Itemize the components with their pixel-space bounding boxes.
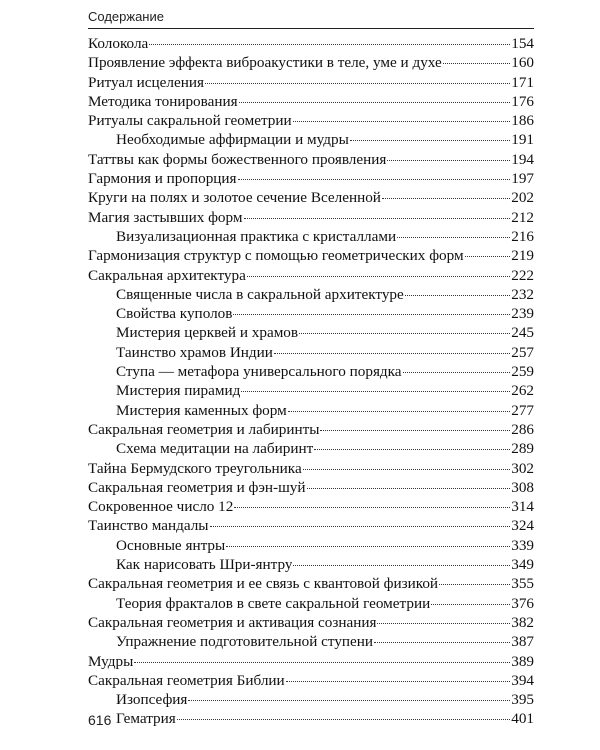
toc-subentry xyxy=(88,323,534,342)
toc-subentry xyxy=(88,381,534,400)
dot-leader xyxy=(314,449,510,450)
toc-entry-page: 355 xyxy=(511,575,534,593)
dot-leader xyxy=(205,83,510,84)
toc-entry-title: Ритуалы сакральной геометрии xyxy=(88,112,292,130)
toc-entry-title: Таинство мандалы xyxy=(88,517,209,535)
toc-subentry xyxy=(88,536,534,555)
toc-entry xyxy=(88,478,534,497)
dot-leader xyxy=(307,488,511,489)
toc-entry-page: 171 xyxy=(511,73,534,91)
toc-entry xyxy=(88,73,534,92)
toc-entry xyxy=(88,188,534,207)
dot-leader xyxy=(226,546,510,547)
dot-leader xyxy=(377,623,510,624)
toc-entry-title: Священные числа в сакральной архитектуре xyxy=(116,285,404,303)
toc-entry-title: Мистерия пирамид xyxy=(116,382,241,400)
toc-entry-page: 257 xyxy=(511,343,534,361)
dot-leader xyxy=(286,681,511,682)
running-header xyxy=(88,6,534,29)
toc-entry-page: 194 xyxy=(511,150,534,168)
dot-leader xyxy=(288,411,510,412)
dot-leader xyxy=(303,469,511,470)
toc-entry-title: Методика тонирования xyxy=(88,92,238,110)
toc-entry xyxy=(88,208,534,227)
toc-entry-title: Схема медитации на лабиринт xyxy=(116,440,314,458)
toc-entry-page: 262 xyxy=(511,382,534,400)
toc-entry-page: 314 xyxy=(511,498,534,516)
toc-entry-title: Ступа — метафора универсального порядка xyxy=(116,363,402,381)
toc-entry xyxy=(88,613,534,632)
dot-leader xyxy=(149,44,510,45)
dot-leader xyxy=(431,604,510,605)
toc-entry-page: 376 xyxy=(511,594,534,612)
toc-entry-page: 219 xyxy=(511,247,534,265)
toc-entry-title: Основные янтры xyxy=(116,536,226,554)
toc-entry-title: Ритуал исцеления xyxy=(88,73,204,91)
toc-entry-page: 259 xyxy=(511,363,534,381)
toc-entry-title: Тайна Бермудского треугольника xyxy=(88,459,302,477)
toc-entry-title: Изопсефия xyxy=(116,691,188,709)
toc-entry xyxy=(88,92,534,111)
toc-entry-page: 202 xyxy=(511,189,534,207)
toc-entry-title: Сакральная геометрия и лабиринты xyxy=(88,420,320,438)
toc-entry-title: Гармонизация структур с помощью геометрических форм xyxy=(88,247,464,265)
toc-entry xyxy=(88,671,534,690)
toc-entry-page: 339 xyxy=(511,536,534,554)
toc-entry-page: 401 xyxy=(511,710,534,728)
toc-entry-title: Как нарисовать Шри-янтру xyxy=(116,556,293,574)
toc-entry-page: 197 xyxy=(511,170,534,188)
dot-leader xyxy=(293,121,511,122)
dot-leader xyxy=(374,642,510,643)
toc-subentry xyxy=(88,632,534,651)
dot-leader xyxy=(177,719,510,720)
toc-entry-title: Сакральная геометрия и фэн-шуй xyxy=(88,478,306,496)
toc-entry-title: Свойства куполов xyxy=(116,305,233,323)
toc-entry xyxy=(88,516,534,535)
toc-entry-title: Визуализационная практика с кристаллами xyxy=(116,227,397,245)
toc-entry xyxy=(88,497,534,516)
toc-entry-page: 324 xyxy=(511,517,534,535)
toc-entry xyxy=(88,150,534,169)
toc-entry-page: 302 xyxy=(511,459,534,477)
toc-entry xyxy=(88,574,534,593)
toc-entry-title: Таинство храмов Индии xyxy=(116,343,273,361)
toc-entry xyxy=(88,53,534,72)
toc-entry-page: 277 xyxy=(511,401,534,419)
toc-entry-title: Теория фракталов в свете сакральной геометрии xyxy=(116,594,431,612)
toc-subentry xyxy=(88,130,534,149)
toc-entry-page: 160 xyxy=(511,54,534,72)
dot-leader xyxy=(320,430,510,431)
toc-subentry xyxy=(88,401,534,420)
toc-entry-title: Сокровенное число 12 xyxy=(88,498,234,516)
toc-entry-title: Сакральная геометрия Библии xyxy=(88,671,285,689)
toc-entry xyxy=(88,246,534,265)
dot-leader xyxy=(443,63,510,64)
dot-leader xyxy=(244,218,511,219)
dot-leader xyxy=(439,584,510,585)
dot-leader xyxy=(247,276,510,277)
toc-entry-page: 349 xyxy=(511,556,534,574)
toc-entry-page: 239 xyxy=(511,305,534,323)
toc-entry-title: Сакральная геометрия и активация сознания xyxy=(88,613,377,631)
dot-leader xyxy=(465,256,511,257)
dot-leader xyxy=(188,700,510,701)
toc-entry-page: 232 xyxy=(511,285,534,303)
toc-subentry xyxy=(88,227,534,246)
toc-entry-page: 394 xyxy=(511,671,534,689)
toc-entry-title: Круги на полях и золотое сечение Вселенной xyxy=(88,189,381,207)
dot-leader xyxy=(397,237,510,238)
toc-subentry xyxy=(88,439,534,458)
toc-entry-title: Мудры xyxy=(88,652,134,670)
dot-leader xyxy=(293,565,510,566)
toc-entry-title: Гематрия xyxy=(116,710,176,728)
toc-entry xyxy=(88,266,534,285)
toc-subentry xyxy=(88,343,534,362)
toc-entry-title: Таттвы как формы божественного проявления xyxy=(88,150,387,168)
toc-entry-title: Магия застывших форм xyxy=(88,208,243,226)
dot-leader xyxy=(239,102,511,103)
page-number: 616 xyxy=(88,712,112,728)
toc-subentry xyxy=(88,285,534,304)
toc-subentry xyxy=(88,304,534,323)
toc-entry-page: 382 xyxy=(511,613,534,631)
toc-subentry xyxy=(88,594,534,613)
toc-entry-page: 216 xyxy=(511,227,534,245)
table-of-contents xyxy=(88,34,534,729)
toc-entry-page: 395 xyxy=(511,691,534,709)
toc-entry-page: 286 xyxy=(511,420,534,438)
dot-leader xyxy=(210,526,511,527)
toc-entry-page: 289 xyxy=(511,440,534,458)
toc-entry-title: Мистерия каменных форм xyxy=(116,401,287,419)
dot-leader xyxy=(233,314,510,315)
toc-entry-title: Колокола xyxy=(88,35,149,52)
toc-entry-title: Гармония и пропорция xyxy=(88,170,237,188)
toc-entry xyxy=(88,34,534,53)
toc-entry xyxy=(88,420,534,439)
toc-entry-title: Необходимые аффирмации и мудры xyxy=(116,131,349,149)
toc-entry xyxy=(88,459,534,478)
toc-entry xyxy=(88,169,534,188)
toc-entry xyxy=(88,652,534,671)
dot-leader xyxy=(274,353,510,354)
toc-subentry xyxy=(88,709,534,728)
dot-leader xyxy=(403,372,511,373)
dot-leader xyxy=(382,198,510,199)
dot-leader xyxy=(238,179,511,180)
toc-entry-page: 389 xyxy=(511,652,534,670)
toc-entry-page: 308 xyxy=(511,478,534,496)
toc-entry-page: 176 xyxy=(511,92,534,110)
toc-entry-title: Проявление эффекта виброакустики в теле, уме и духе xyxy=(88,54,442,72)
dot-leader xyxy=(134,662,510,663)
toc-subentry xyxy=(88,555,534,574)
dot-leader xyxy=(405,295,510,296)
dot-leader xyxy=(241,391,510,392)
dot-leader xyxy=(387,160,510,161)
toc-entry-page: 212 xyxy=(511,208,534,226)
dot-leader xyxy=(234,507,510,508)
dot-leader xyxy=(350,140,510,141)
toc-subentry xyxy=(88,690,534,709)
toc-entry-title: Мистерия церквей и храмов xyxy=(116,324,299,342)
toc-entry-page: 191 xyxy=(511,131,534,149)
toc-entry-title: Сакральная геометрия и ее связь с квантовой физикой xyxy=(88,575,439,593)
toc-entry xyxy=(88,111,534,130)
toc-entry-page: 154 xyxy=(511,35,534,52)
toc-entry-page: 387 xyxy=(511,633,534,651)
header-title: Содержание xyxy=(88,9,164,24)
dot-leader xyxy=(299,333,510,334)
toc-entry-page: 186 xyxy=(511,112,534,130)
toc-entry-title: Сакральная архитектура xyxy=(88,266,246,284)
toc-subentry xyxy=(88,362,534,381)
toc-entry-title: Упражнение подготовительной ступени xyxy=(116,633,374,651)
toc-entry-page: 222 xyxy=(511,266,534,284)
toc-entry-page: 245 xyxy=(511,324,534,342)
